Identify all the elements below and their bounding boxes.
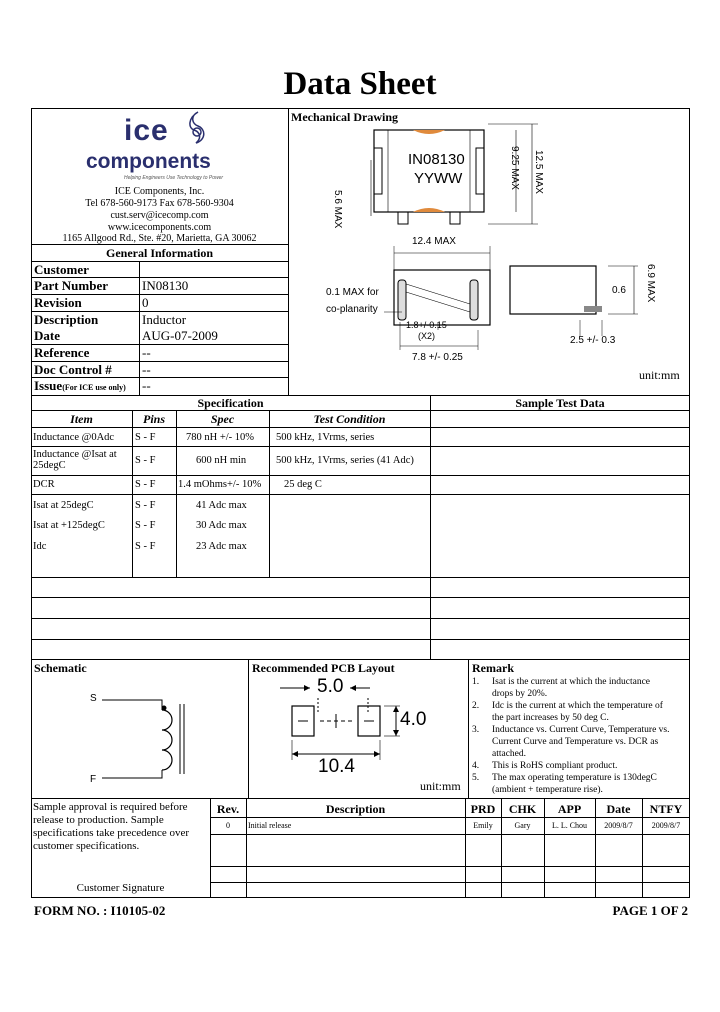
- specification-heading: Specification: [197, 396, 264, 410]
- issue-label: [34, 378, 126, 394]
- remark-line: drops by 20%.: [492, 689, 548, 699]
- spec-item: DCR: [33, 479, 55, 490]
- page-number: PAGE 1 OF 2: [612, 903, 688, 918]
- general-info-heading: General Information: [106, 246, 213, 260]
- list-item: [472, 760, 690, 772]
- spec-test-condition: 25 deg C: [284, 479, 322, 490]
- spec-value: 1.4 mOhms+/- 10%: [178, 479, 262, 490]
- mechanical-unit: unit:mm: [639, 368, 680, 382]
- issue-label-text: Issue: [34, 378, 63, 393]
- reference-value: --: [142, 345, 151, 360]
- pcb-unit: unit:mm: [420, 779, 461, 793]
- spec-value: 41 Adc max: [196, 500, 247, 511]
- revision-ntfy: 2009/8/7: [651, 821, 681, 830]
- revision-rev: 0: [226, 821, 230, 830]
- revision-prd: Emily: [473, 821, 493, 830]
- marking-date-code: YYWW: [414, 170, 463, 187]
- col-spec-header: Spec: [210, 412, 235, 426]
- remark-line: This is RoHS compliant product.: [492, 761, 618, 771]
- logo-word-ice: ice: [124, 114, 169, 147]
- list-item: [472, 700, 690, 724]
- schematic-pin-f: F: [90, 774, 97, 785]
- remark-line: Idc is the current at which the temperature of: [492, 701, 663, 711]
- form-number: FORM NO. : I10105-02: [34, 903, 166, 918]
- spec-pins: S - F: [135, 455, 156, 466]
- spec-pins: S - F: [135, 541, 156, 552]
- company-phone-fax: Tel 678-560-9173 Fax 678-560-9304: [85, 198, 234, 209]
- remark-heading: Remark: [472, 661, 514, 675]
- logo-flame-icon: [184, 110, 214, 146]
- logo-word-components: components: [86, 150, 211, 173]
- spec-item: Inductance @Isat at 25degC: [33, 449, 117, 471]
- approval-note: [33, 801, 189, 853]
- dim-25: 2.5 +/- 0.3: [570, 335, 616, 346]
- spec-value: 23 Adc max: [196, 541, 247, 552]
- doc-control-label: Doc Control #: [34, 362, 112, 377]
- remark-line: The max operating temperature is 130degC: [492, 773, 657, 783]
- company-web: www.icecomponents.com: [107, 222, 212, 233]
- coplanarity-line1: 0.1 MAX for: [326, 287, 379, 298]
- logo-tagline: Helping Engineers Use Technology to Power: [124, 175, 224, 181]
- part-number-label: Part Number: [34, 278, 109, 293]
- spec-value: 600 nH min: [196, 455, 247, 466]
- remark-num: 1.: [472, 677, 480, 687]
- pcb-dim-50: 5.0: [317, 676, 344, 697]
- schematic-pin-s: S: [90, 693, 97, 704]
- dim-78: 7.8 +/- 0.25: [412, 352, 463, 363]
- remark-line: Current Curve and Temperature vs. DCR as: [492, 737, 659, 747]
- col-ntfy-header: NTFY: [649, 802, 683, 816]
- pcb-layout-drawing: [270, 676, 440, 786]
- doc-control-value: --: [142, 362, 151, 377]
- dim-125-max: 12.5 MAX: [533, 150, 544, 194]
- remark-num: 4.: [472, 761, 480, 771]
- pcb-dim-40: 4.0: [400, 709, 427, 730]
- spec-item: Isat at 25degC: [33, 500, 94, 511]
- col-chk-header: CHK: [508, 802, 537, 816]
- spec-item: Idc: [33, 541, 47, 552]
- remark-num: 2.: [472, 701, 480, 711]
- spec-value: 30 Adc max: [196, 520, 247, 531]
- col-test-header: Test Condition: [313, 412, 386, 426]
- list-item: [472, 676, 690, 700]
- reference-label: Reference: [34, 345, 90, 360]
- revision-date: 2009/8/7: [604, 821, 633, 830]
- marking-part-number: IN08130: [408, 151, 465, 168]
- col-app-header: APP: [557, 802, 582, 816]
- spec-pins: S - F: [135, 479, 156, 490]
- col-rev-header: Rev.: [216, 802, 240, 816]
- col-prd-header: PRD: [470, 802, 496, 816]
- inductor-schematic: [96, 690, 196, 790]
- dim-height-max: 5.6 MAX: [332, 190, 343, 229]
- part-number-value: IN08130: [142, 278, 189, 293]
- company-address: 1165 Allgood Rd., Ste. #20, Marietta, GA 30062: [62, 233, 257, 244]
- spec-pins: S - F: [135, 432, 156, 443]
- list-item: [472, 724, 690, 760]
- revision-app: L. L. Chou: [551, 821, 588, 830]
- list-item: [472, 772, 690, 796]
- dim-18: 1.8+/-0.15: [406, 320, 447, 330]
- dim-69-max: 6.9 MAX: [645, 264, 656, 303]
- approval-note-line3: specifications take precedence over: [33, 827, 190, 839]
- schematic-heading: Schematic: [34, 661, 87, 675]
- approval-note-line4: customer specifications.: [33, 840, 140, 852]
- remark-list: [472, 676, 690, 796]
- dim-925-max: 9.25 MAX: [509, 146, 520, 190]
- remark-line: Inductance vs. Current Curve, Temperature vs.: [492, 725, 670, 735]
- pcb-dim-104: 10.4: [318, 756, 355, 777]
- spec-pins: S - F: [135, 500, 156, 511]
- approval-note-line2: release to production. Sample: [33, 814, 164, 826]
- remark-line: attached.: [492, 749, 527, 759]
- mechanical-drawing: [288, 108, 690, 395]
- remark-line: the part increases by 50 deg C.: [492, 713, 609, 723]
- spec-pins: S - F: [135, 520, 156, 531]
- revision-value: 0: [142, 295, 149, 310]
- dim-x2: (X2): [418, 331, 436, 341]
- issue-value: --: [142, 378, 151, 393]
- description-label: Description: [34, 312, 99, 327]
- sample-test-data-heading: Sample Test Data: [515, 396, 605, 410]
- customer-signature-label: Customer Signature: [76, 882, 165, 894]
- company-name: ICE Components, Inc.: [114, 186, 205, 197]
- approval-note-line1: Sample approval is required before: [33, 801, 188, 813]
- company-email: cust.serv@icecomp.com: [110, 210, 209, 221]
- spec-item: Inductance @0Adc: [33, 432, 115, 443]
- spec-test-condition: 500 kHz, 1Vrms, series (41 Adc): [276, 455, 414, 466]
- date-label: Date: [34, 328, 60, 343]
- page-title: Data Sheet: [283, 66, 437, 102]
- description-value: Inductor: [142, 312, 187, 327]
- col-description-header: Description: [325, 802, 386, 816]
- revision-chk: Gary: [514, 821, 531, 830]
- spec-value: 780 nH +/- 10%: [186, 432, 255, 443]
- mechanical-drawing-heading: Mechanical Drawing: [291, 110, 398, 124]
- company-logo: [86, 114, 241, 184]
- pcb-layout-heading: Recommended PCB Layout: [252, 661, 395, 675]
- revision-label: Revision: [34, 295, 82, 310]
- spec-test-condition: 500 kHz, 1Vrms, series: [276, 432, 375, 443]
- dim-124-max: 12.4 MAX: [412, 236, 456, 247]
- issue-label-note: (For ICE use only): [62, 383, 126, 392]
- remark-num: 5.: [472, 773, 480, 783]
- coplanarity-line2: co-planarity: [326, 304, 378, 315]
- col-pins-header: Pins: [142, 412, 165, 426]
- remark-line: Isat is the current at which the inductance: [492, 677, 651, 687]
- spec-item: Isat at +125degC: [33, 520, 105, 531]
- remark-line: (ambient + temperature rise).: [492, 785, 603, 795]
- revision-description: Initial release: [248, 821, 292, 830]
- customer-label: Customer: [34, 262, 89, 277]
- remark-num: 3.: [472, 725, 480, 735]
- col-item-header: Item: [70, 412, 93, 426]
- col-date-header: Date: [606, 802, 631, 816]
- date-value: AUG-07-2009: [142, 328, 218, 343]
- dim-06: 0.6: [612, 285, 626, 296]
